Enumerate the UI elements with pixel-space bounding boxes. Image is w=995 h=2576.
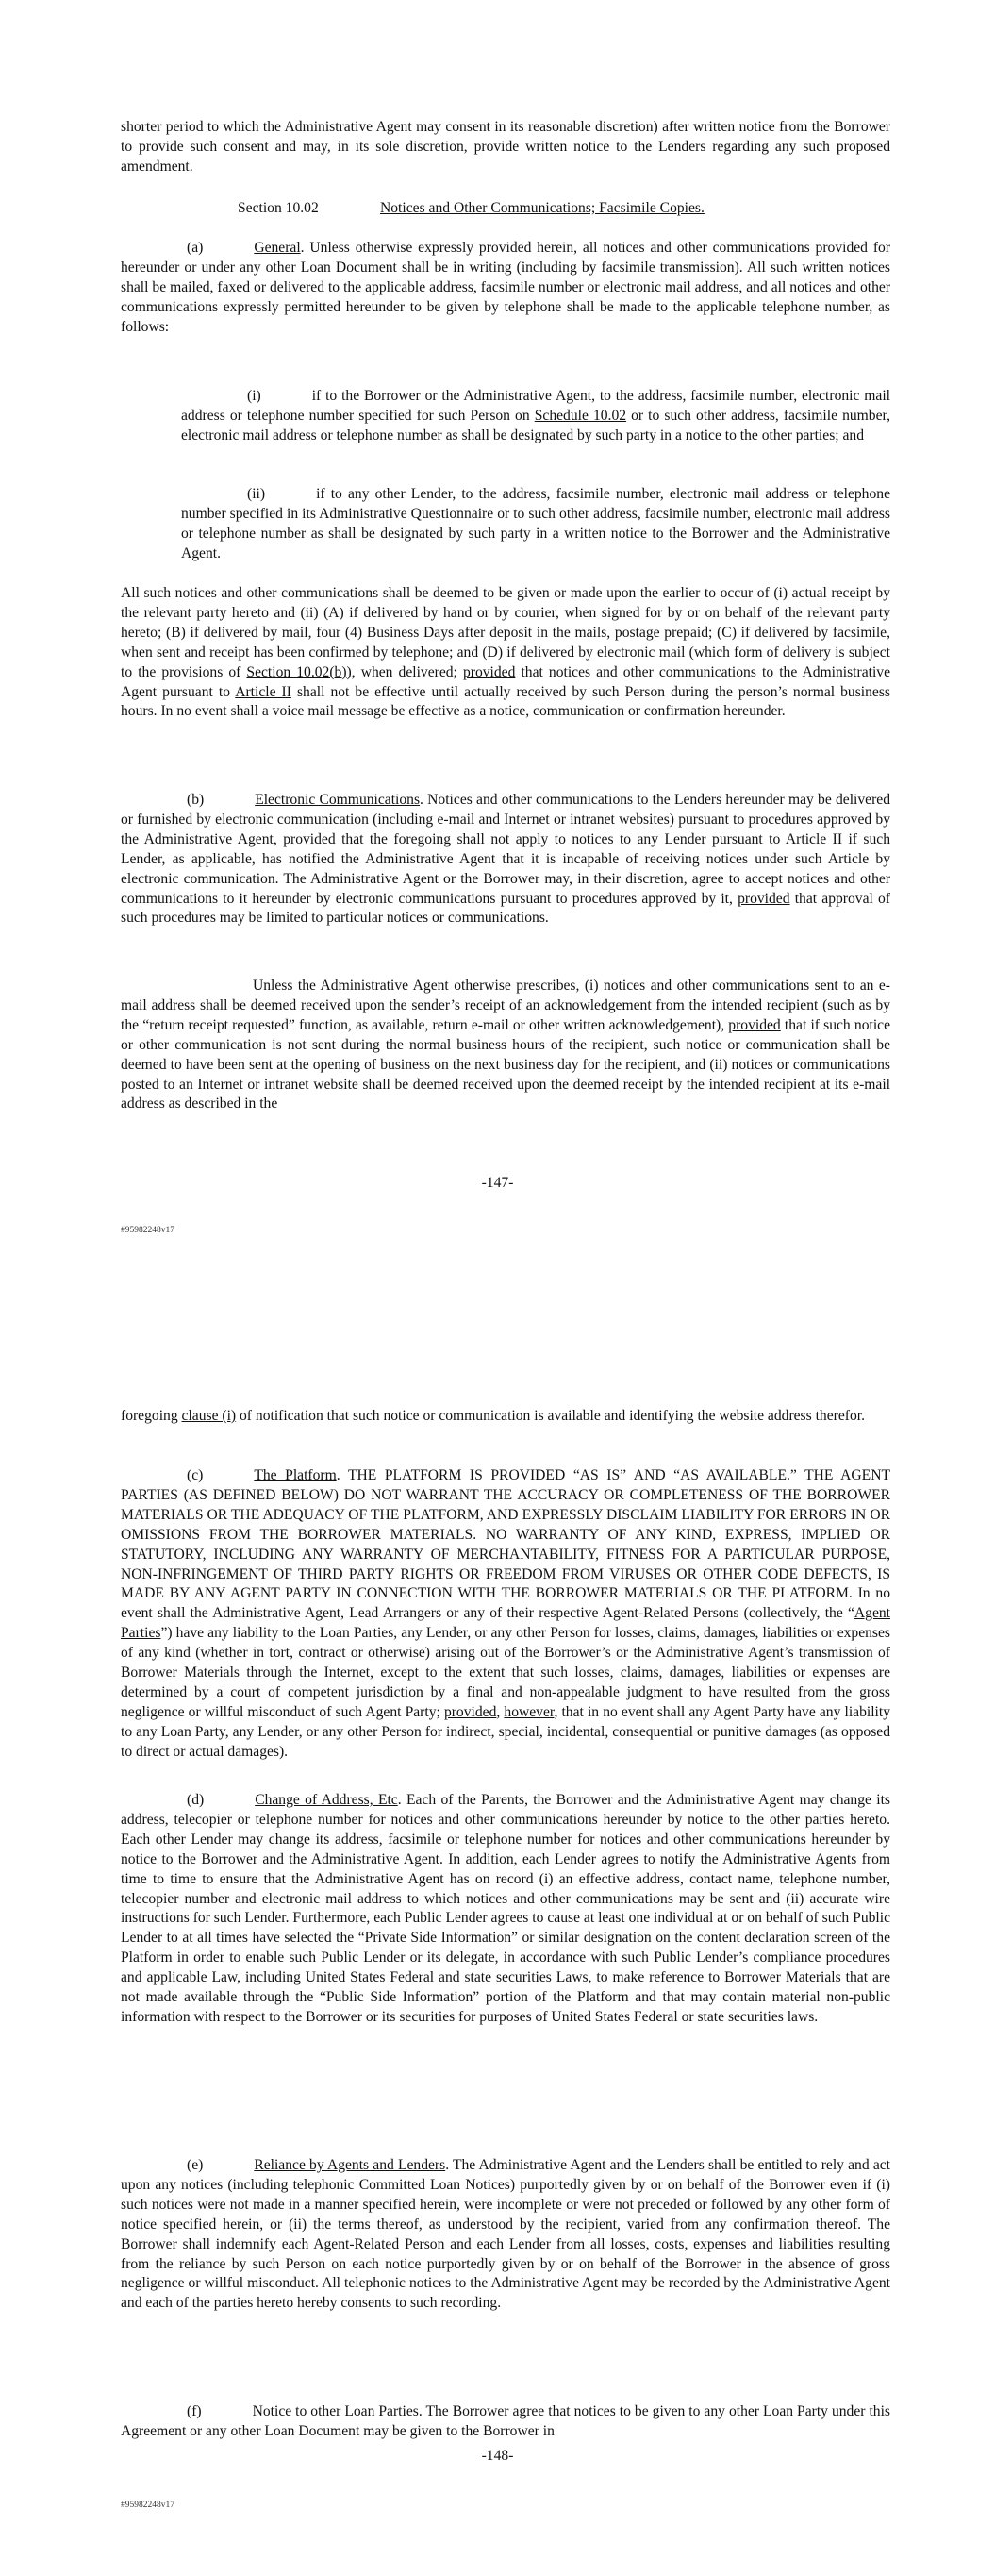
title-change-of-address: Change of Address, Etc <box>255 1792 398 1808</box>
b-text-3: if such Lender, as applicable, has notified the Administrative Agent that it is incapable of receiving notices under such Article by electronic communication. The Administrative Agent or the Borrower may, in their discretion, agree to accept notices and other communications to it hereunder by electronic communications pursuant to procedures approved by it, <box>121 830 891 907</box>
cont-text-1: foregoing <box>121 1408 182 1424</box>
unless-text-2: that if such notice or other communication is not sent during the normal business hours of the recipient, such notice or communication shall be deemed to have been sent at the opening of business on the next business day for the recipient, and (ii) notices or communications posted to an Internet or intranet website shall be deemed received upon the deemed receipt by the intended recipient at its e-mail address as described in the <box>121 1016 890 1112</box>
paragraph-a-general <box>121 239 890 338</box>
section-number: Section 10.02 <box>238 200 319 216</box>
label-b: (b) <box>187 792 205 808</box>
title-reliance: Reliance by Agents and Lenders <box>254 2157 446 2173</box>
label-e: (e) <box>187 2157 204 2173</box>
b-text-4: that approval of such procedures may be limited to particular notices or communications. <box>121 890 890 927</box>
text-ii: if to any other Lender, to the address, facsimile number, electronic mail address or telephone number specified in its Administrative Questionnaire or to such other address, facsimile number, electronic mail address or telephone number as shall be designated by such party in a written notice to the Borrower and the Administrative Agent. <box>181 486 890 561</box>
c-text-1: . THE PLATFORM IS PROVIDED “AS IS” AND “AS AVAILABLE.” THE AGENT PARTIES (AS DEFINED BELOW) DO NOT WARRANT THE ACCURACY OR COMPLETENESS OF THE BORROWER MATERIALS OR THE ADEQUACY OF THE PLATFORM, AND EXPRESSLY DISCLAIM LIABILITY FOR ERRORS IN OR OMISSIONS FROM THE BORROWER MATERIALS. NO WARRANTY OF ANY KIND, EXPRESS, IMPLIED OR STATUTORY, INCLUDING ANY WARRANTY OF MERCHANTABILITY, FITNESS FOR A PARTICULAR PURPOSE, NON-INFRINGEMENT OF THIRD PARTY RIGHTS OR FREEDOM FROM VIRUSES OR OTHER CODE DEFECTS, IS MADE BY ANY AGENT PARTY IN CONNECTION WITH THE BORROWER MATERIALS OR THE PLATFORM. In no event shall the Administrative Agent, Lead Arrangers or any of their respective Agent-Related Persons (collectively, the “ <box>121 1467 890 1622</box>
text-i-2: or to such other address, facsimile number, electronic mail address or telephone number as shall be designated by such party in a notice to the other parties; and <box>181 407 890 443</box>
label-f: (f) <box>187 2403 202 2419</box>
c-text-2: ”) have any liability to the Loan Parties, any Lender, or any other Person for losses, claims, damages, liabilities or expenses of any kind (whether in tort, contract or otherwise) arising out of the Borrower’s or the Administrative Agent’s transmission of Borrower Materials through the Internet, except to the extent that such losses, claims, damages, liabilities or expenses are determined by a court of competent jurisdiction by a final and non-appealable judgment to have resulted from the gross negligence or willful misconduct of such Agent Party; <box>121 1625 890 1720</box>
link-agent-parties: Agent Parties <box>121 1605 890 1642</box>
title-electronic-communications: Electronic Communications <box>255 792 421 808</box>
intro-text: shorter period to which the Administrative Agent may consent in its reasonable discretion) after written notice from the Borrower to provide such consent and may, in its sole discretion, provide written notice to the Lenders regarding any such proposed amendment. <box>121 119 890 175</box>
label-a: (a) <box>187 240 204 256</box>
link-clause-i: clause (i) <box>181 1408 237 1424</box>
link-schedule-10-02: Schedule 10.02 <box>534 407 627 424</box>
link-provided: provided <box>738 890 790 907</box>
paragraph-deemed-given <box>121 584 890 722</box>
label-ii: (ii) <box>247 486 266 502</box>
link-article-ii: Article II <box>785 830 843 847</box>
text-a: . Unless otherwise expressly provided herein, all notices and other communications provided for hereunder or under any other Loan Document shall be in writing (including by facsimile transmission). All such written notices shall be mailed, faxed or delivered to the applicable address, facsimile number or electronic mail address, and all notices and other communications expressly permitted hereunder to be given by telephone shall be made to the applicable telephone number, as follows: <box>121 240 890 335</box>
section-title: Notices and Other Communications; Facsimile Copies. <box>380 200 705 216</box>
link-however: however <box>504 1703 555 1720</box>
title-general: General <box>254 240 301 256</box>
b-text-1: . Notices and other communications to the Lenders hereunder may be delivered or furnished by electronic communication (including e-mail and Internet or intranet websites) pursuant to procedures approved by the Administrative Agent, <box>121 792 890 847</box>
link-provided: provided <box>462 663 516 680</box>
f-text: . The Borrower agree that notices to be given to any other Loan Party under this Agreement or any other Loan Document may be given to the Borrower in <box>121 2403 891 2439</box>
d-text: . Each of the Parents, the Borrower and the Administrative Agent may change its address, telecopier or telephone number for notices and other communications hereunder by notice to the other parties hereto. Each other Lender may change its address, facsimile or telephone number for notices and other communications hereunder by notice to the Borrower and the Administrative Agent. In addition, each Lender agrees to notify the Administrative Agents from time to time to ensure that the Administrative Agent has on record (i) an effective address, contact name, telephone number, telecopier number and electronic mail address to which notices and other communications may be sent and (ii) accurate wire instructions for such Lender. Furthermore, each Public Lender agrees to cause at least one individual at or on behalf of such Public Lender to at all times have selected the “Private Side Information” or similar designation on the content declaration screen of the Platform in order to enable such Public Lender or its delegate, in accordance with such Public Lender’s compliance procedures and applicable Law, including United States Federal and state securities Laws, to make reference to Borrower Materials that are not made available through the “Public Side Information” portion of the Platform and that may contain material non-public information with respect to the Borrower or its securities for purposes of United States Federal or state securities laws. <box>121 1792 890 2025</box>
e-text: . The Administrative Agent and the Lenders shall be entitled to rely and act upon any notices (including telephonic Committed Loan Notices) purportedly given by or on behalf of the Borrower even if (i) such notices were not made in a manner specified herein, were incomplete or were not preceded or followed by any other form of notice specified herein, or (ii) the terms thereof, as understood by the recipient, varied from any confirmation thereof. The Borrower shall indemnify each Agent-Related Person and each Lender from all losses, costs, expenses and liabilities resulting from the reliance by such Person on each notice purportedly given by or on behalf of the Borrower in the absence of gross negligence or willful misconduct. All telephonic notices to the Administrative Agent may be recorded by the Administrative Agent and each of the parties hereto hereby consents to such recording. <box>121 2157 891 2312</box>
title-notice-to-other-loan-parties: Notice to other Loan Parties <box>252 2403 419 2419</box>
link-provided: provided <box>443 1703 497 1720</box>
cont-text-2: of notification that such notice or communication is available and identifying the website address therefor. <box>236 1408 865 1424</box>
deemed-text-2: ), when delivered; <box>346 663 463 680</box>
document-id: #95982248v17 <box>121 2501 174 2510</box>
document-id: #95982248v17 <box>121 1226 174 1235</box>
paragraph-d-change-address <box>121 1791 890 2028</box>
link-provided: provided <box>283 830 336 847</box>
page-number: -147- <box>481 1175 514 1191</box>
paragraph-f-notice <box>121 2402 890 2442</box>
label-d: (d) <box>187 1792 205 1808</box>
title-the-platform: The Platform <box>254 1467 337 1483</box>
page-148 <box>0 1288 995 2576</box>
deemed-text-1: All such notices and other communications shall be deemed to be given or made upon the earlier to occur of (i) actual receipt by the relevant party hereto and (ii) (A) if delivered by hand or by courier, when signed for by or on behalf of the relevant party hereto; (B) if delivered by mail, four (4) Business Days after deposit in the mails, postage prepaid; (C) if delivered by facsimile, when sent and receipt has been confirmed by telephone; and (D) if delivered by electronic mail (which form of delivery is subject to the provisions of <box>121 585 890 680</box>
paragraph-c-platform <box>121 1466 890 1763</box>
b-text-2: that the foregoing shall not apply to notices to any Lender pursuant to <box>335 830 786 847</box>
deemed-text-3: that notices and other communications to the Administrative Agent pursuant to <box>121 663 890 700</box>
link-section-10-02-b: Section 10.02(b) <box>246 663 347 680</box>
c-text-3: , <box>496 1703 505 1720</box>
link-article-ii: Article II <box>235 683 291 700</box>
paragraph-continued <box>121 1407 890 1427</box>
text-i-1: if to the Borrower or the Administrative Agent, to the address, facsimile number, electronic mail address or telephone number specified for such Person on <box>181 388 890 424</box>
page-number: -148- <box>481 2448 514 2464</box>
label-c: (c) <box>187 1467 204 1483</box>
c-text-4: , that in no event shall any Agent Party have any liability to any Loan Party, any Lender, or any other Person for indirect, special, incidental, consequential or punitive damages (as opposed to direct or actual damages). <box>121 1703 891 1760</box>
label-i: (i) <box>247 388 261 404</box>
paragraph-unless <box>121 977 890 1114</box>
deemed-text-4: shall not be effective until actually received by such Person during the person’s normal business hours. In no event shall a voice mail message be effective as a notice, communication or confirmation hereunder. <box>121 683 890 720</box>
intro-paragraph <box>121 118 890 177</box>
item-i <box>181 387 890 446</box>
paragraph-b-electronic <box>121 791 890 928</box>
paragraph-e-reliance <box>121 2156 890 2314</box>
item-ii <box>181 485 890 564</box>
link-provided: provided <box>728 1016 781 1033</box>
unless-text-1: Unless the Administrative Agent otherwise prescribes, (i) notices and other communications sent to an e-mail address shall be deemed received upon the sender’s receipt of an acknowledgement from the intended recipient (such as by the “return receipt requested” function, as available, return e-mail or other written acknowledgement), <box>121 978 890 1033</box>
